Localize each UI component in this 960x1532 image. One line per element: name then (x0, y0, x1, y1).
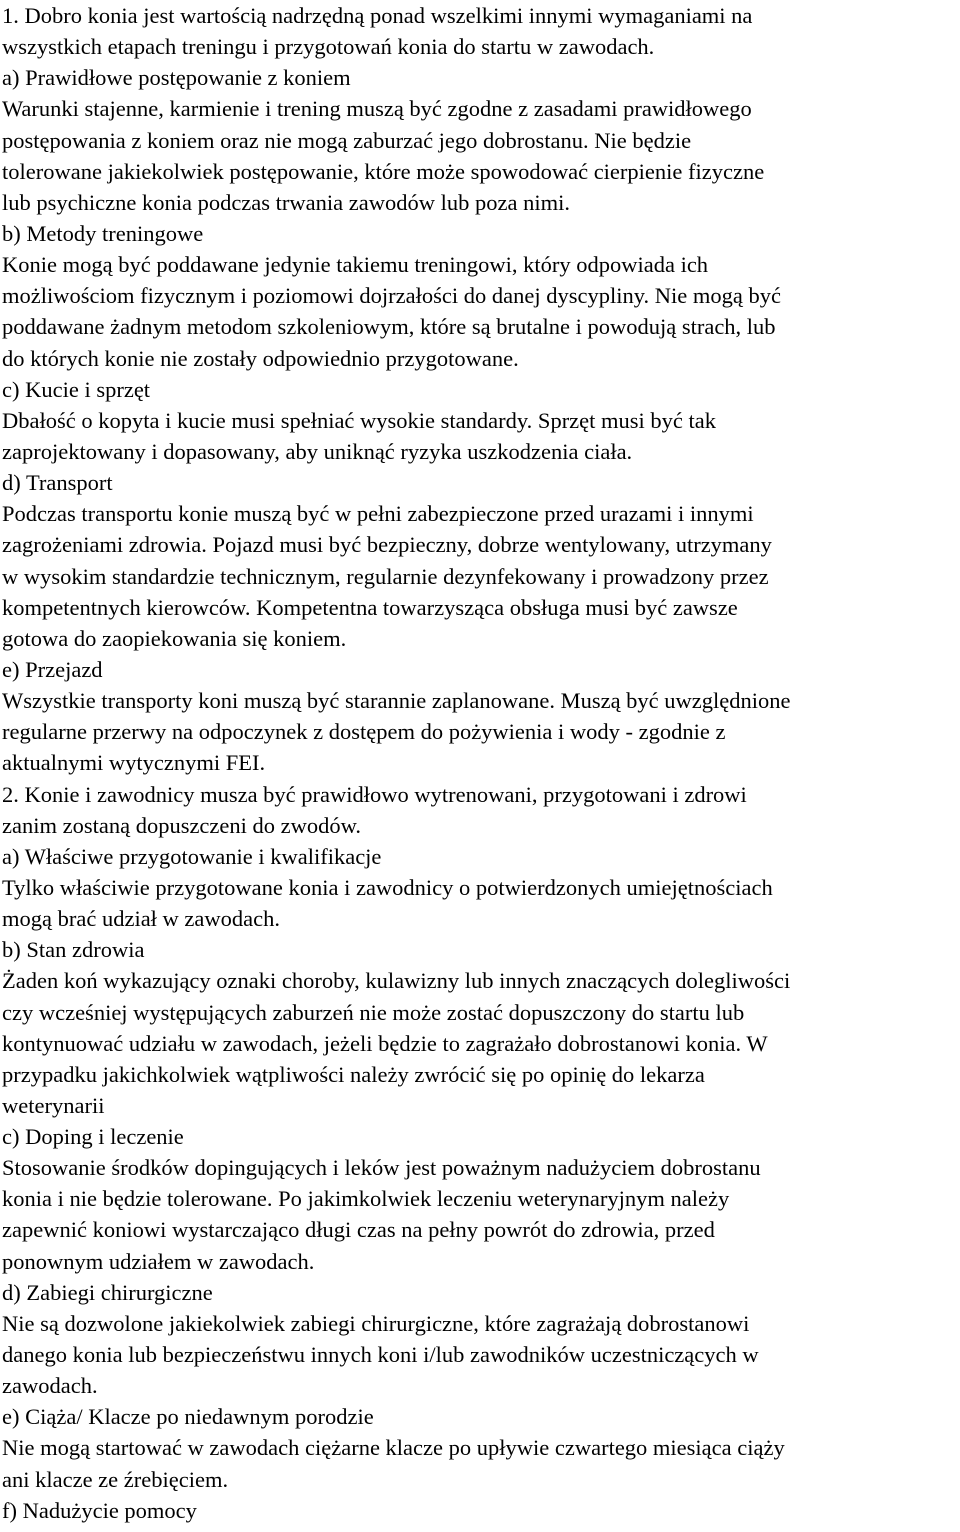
text-line: zagrożeniami zdrowia. Pojazd musi być bezpieczny, dobrze wentylowany, utrzymany (2, 532, 772, 558)
text-line: w wysokim standardzie technicznym, regularnie dezynfekowany i prowadzony przez (2, 563, 769, 589)
text-line: Warunki stajenne, karmienie i trening muszą być zgodne z zasadami prawidłowego (2, 96, 752, 122)
text-line: kompetentnych kierowców. Kompetentna towarzysząca obsługa musi być zawsze (2, 594, 738, 620)
text-line: Wszystkie transporty koni muszą być starannie zaplanowane. Muszą być uwzględnione (2, 688, 791, 714)
section-heading: a) Prawidłowe postępowanie z koniem (2, 65, 351, 91)
text-line: ponownym udziałem w zawodach. (2, 1248, 315, 1274)
text-line: ani klacze ze źrebięciem. (2, 1466, 229, 1492)
text-line: tolerowane jakiekolwiek postępowanie, które może spowodować cierpienie fizyczne (2, 158, 765, 184)
text-line: gotowa do zaopiekowania się koniem. (2, 625, 347, 651)
text-line: Tylko właściwie przygotowane konia i zawodnicy o potwierdzonych umiejętnościach (2, 874, 773, 900)
text-line: weterynarii (2, 1092, 105, 1118)
text-line: zapewnić koniowi wystarczająco długi czas na pełny powrót do zdrowia, przed (2, 1217, 715, 1243)
section-heading: f) Nadużycie pomocy (2, 1497, 197, 1523)
text-line: postępowania z koniem oraz nie mogą zaburzać jego dobrostanu. Nie będzie (2, 127, 692, 153)
text-line: konia i nie będzie tolerowane. Po jakimkolwiek leczeniu weterynaryjnym należy (2, 1186, 730, 1212)
text-line: wszystkich etapach treningu i przygotowań konia do startu w zawodach. (2, 34, 655, 60)
text-line: zanim zostaną dopuszczeni do zwodów. (2, 812, 362, 838)
text-line: 1. Dobro konia jest wartością nadrzędną ponad wszelkimi innymi wymaganiami na (2, 3, 753, 28)
text-line: Podczas transportu konie muszą być w pełni zabezpieczone przed urazami i innymi (2, 501, 754, 527)
section-heading: c) Kucie i sprzęt (2, 376, 151, 402)
text-line: danego konia lub bezpieczeństwu innych koni i/lub zawodników uczestniczących w (2, 1342, 759, 1368)
text-line: przypadku jakichkolwiek wątpliwości należy zwrócić się po opinię do lekarza (2, 1061, 705, 1087)
text-line: Nie są dozwolone jakiekolwiek zabiegi chirurgiczne, które zagrażają dobrostanowi (2, 1310, 750, 1336)
text-line: Stosowanie środków dopingujących i leków jest poważnym nadużyciem dobrostanu (2, 1155, 761, 1181)
section-heading: a) Właściwe przygotowanie i kwalifikacje (2, 843, 382, 869)
text-line: zaprojektowany i dopasowany, aby uniknąć ryzyka uszkodzenia ciała. (2, 438, 633, 464)
text-line: do których konie nie zostały odpowiednio przygotowane. (2, 345, 519, 371)
section-heading: c) Doping i leczenie (2, 1124, 184, 1150)
section-heading: b) Metody treningowe (2, 220, 204, 246)
text-line: Konie mogą być poddawane jedynie takiemu treningowi, który odpowiada ich (2, 252, 709, 278)
section-heading: e) Przejazd (2, 656, 103, 682)
section-heading: b) Stan zdrowia (2, 937, 145, 963)
text-line: regularne przerwy na odpoczynek z dostępem do pożywienia i wody - zgodnie z (2, 719, 726, 745)
section-heading: d) Transport (2, 470, 113, 496)
text-line: Żaden koń wykazujący oznaki choroby, kulawizny lub innych znaczących dolegliwości (2, 968, 791, 994)
section-heading: d) Zabiegi chirurgiczne (2, 1279, 213, 1305)
text-line: 2. Konie i zawodnicy musza być prawidłowo wytrenowani, przygotowani i zdrowi (2, 781, 747, 807)
text-line: Nie mogą startować w zawodach ciężarne klacze po upływie czwartego miesiąca ciąży (2, 1435, 785, 1461)
text-line: aktualnymi wytycznymi FEI. (2, 750, 266, 776)
text-line: Dbałość o kopyta i kucie musi spełniać wysokie standardy. Sprzęt musi być tak (2, 407, 717, 433)
text-line: mogą brać udział w zawodach. (2, 906, 280, 932)
section-heading: e) Ciąża/ Klacze po niedawnym porodzie (2, 1404, 374, 1430)
text-line: możliwościom fizycznym i poziomowi dojrzałości do danej dyscypliny. Nie mogą być (2, 283, 781, 309)
text-line: poddawane żadnym metodom szkoleniowym, które są brutalne i powodują strach, lub (2, 314, 776, 340)
text-line: kontynuować udziału w zawodach, jeżeli będzie to zagrażało dobrostanowi konia. W (2, 1030, 768, 1056)
text-line: zawodach. (2, 1373, 98, 1399)
text-line: lub psychiczne konia podczas trwania zawodów lub poza nimi. (2, 189, 570, 215)
text-line: czy wcześniej występujących zaburzeń nie może zostać dopuszczony do startu lub (2, 999, 745, 1025)
